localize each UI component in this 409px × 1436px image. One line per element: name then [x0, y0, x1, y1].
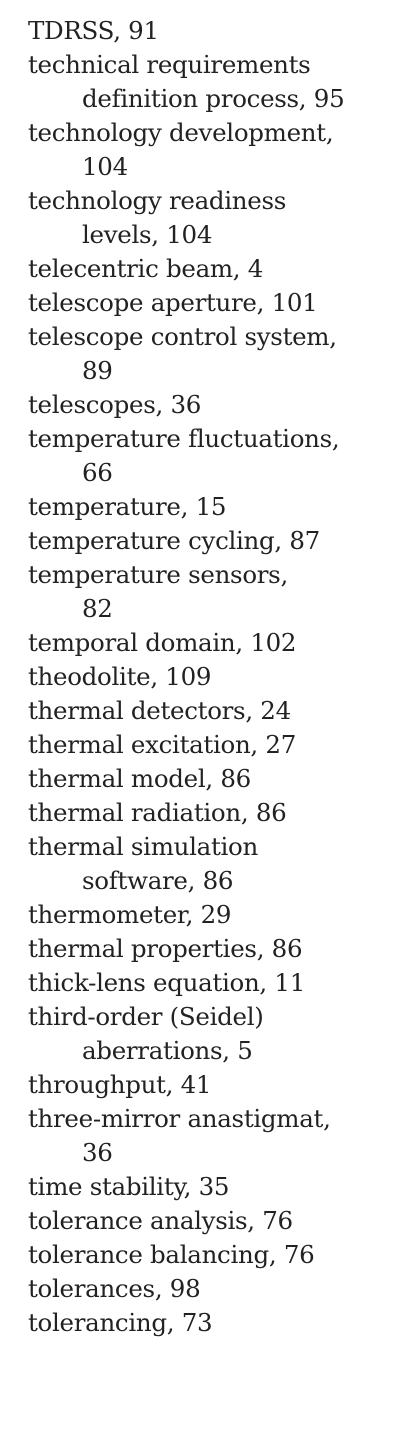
index-entry-text: telecentric beam, 4 — [28, 254, 264, 283]
index-entry-text: TDRSS, 91 — [28, 16, 159, 45]
index-entry-continuation: aberrations, 5 — [82, 1036, 253, 1065]
index-entry — [28, 422, 407, 490]
index-entry — [28, 1306, 407, 1340]
index-entry — [28, 48, 407, 116]
index-entry — [28, 184, 407, 252]
index-entry — [28, 660, 407, 694]
index-entry — [28, 388, 407, 422]
index-entry-text: technology development, — [28, 118, 334, 147]
index-entry-text: telescope aperture, 101 — [28, 288, 318, 317]
index-entry — [28, 762, 407, 796]
index-entry-text: tolerancing, 73 — [28, 1308, 213, 1337]
index-entry-text: thermal simulation — [28, 832, 258, 861]
index-entry-continuation: 82 — [82, 594, 113, 623]
index-entry-text: thermometer, 29 — [28, 900, 232, 929]
index-entry-text: time stability, 35 — [28, 1172, 230, 1201]
index-entry-text: tolerances, 98 — [28, 1274, 201, 1303]
index-entry-text: thermal excitation, 27 — [28, 730, 296, 759]
index-entry-continuation: 66 — [82, 458, 113, 487]
index-entry-text: thick-lens equation, 11 — [28, 968, 305, 997]
index-entry-text: three-mirror anastigmat, — [28, 1104, 331, 1133]
index-entry — [28, 558, 407, 626]
index-column — [28, 14, 407, 1340]
index-entry — [28, 898, 407, 932]
index-entry-continuation: levels, 104 — [82, 220, 213, 249]
index-entry-text: throughput, 41 — [28, 1070, 212, 1099]
index-entry — [28, 830, 407, 898]
index-entry-continuation: 104 — [82, 152, 128, 181]
index-entry-text: temperature cycling, 87 — [28, 526, 320, 555]
index-entry-text: technical requirements — [28, 50, 311, 79]
index-entry-text: theodolite, 109 — [28, 662, 212, 691]
index-entry — [28, 116, 407, 184]
index-entry — [28, 524, 407, 558]
index-entry-continuation: software, 86 — [82, 866, 234, 895]
index-entry-text: telescopes, 36 — [28, 390, 202, 419]
index-entry — [28, 490, 407, 524]
index-entry-text: third-order (Seidel) — [28, 1002, 264, 1031]
index-entry — [28, 252, 407, 286]
index-entry — [28, 1068, 407, 1102]
index-entry — [28, 1238, 407, 1272]
index-entry — [28, 1102, 407, 1170]
index-entry — [28, 966, 407, 1000]
index-entry-text: temperature fluctuations, — [28, 424, 340, 453]
index-entry — [28, 286, 407, 320]
index-entry — [28, 1000, 407, 1068]
index-entry — [28, 14, 407, 48]
index-entry-text: thermal radiation, 86 — [28, 798, 287, 827]
index-entry-continuation: 89 — [82, 356, 113, 385]
index-entry — [28, 796, 407, 830]
index-entry-text: telescope control system, — [28, 322, 337, 351]
index-entry — [28, 728, 407, 762]
index-entry-text: thermal detectors, 24 — [28, 696, 291, 725]
index-entry-text: tolerance analysis, 76 — [28, 1206, 293, 1235]
index-entry-text: temperature sensors, — [28, 560, 288, 589]
index-entry — [28, 320, 407, 388]
index-entry-continuation: definition process, 95 — [82, 84, 345, 113]
index-entry — [28, 1170, 407, 1204]
index-entry-text: temperature, 15 — [28, 492, 227, 521]
index-entry — [28, 932, 407, 966]
index-entry-continuation: 36 — [82, 1138, 113, 1167]
index-entry-text: temporal domain, 102 — [28, 628, 297, 657]
index-entry — [28, 1204, 407, 1238]
index-entry-text: technology readiness — [28, 186, 287, 215]
index-entry — [28, 626, 407, 660]
index-entry — [28, 694, 407, 728]
index-entry-text: tolerance balancing, 76 — [28, 1240, 315, 1269]
index-entry-text: thermal properties, 86 — [28, 934, 303, 963]
index-entry — [28, 1272, 407, 1306]
index-entry-text: thermal model, 86 — [28, 764, 251, 793]
